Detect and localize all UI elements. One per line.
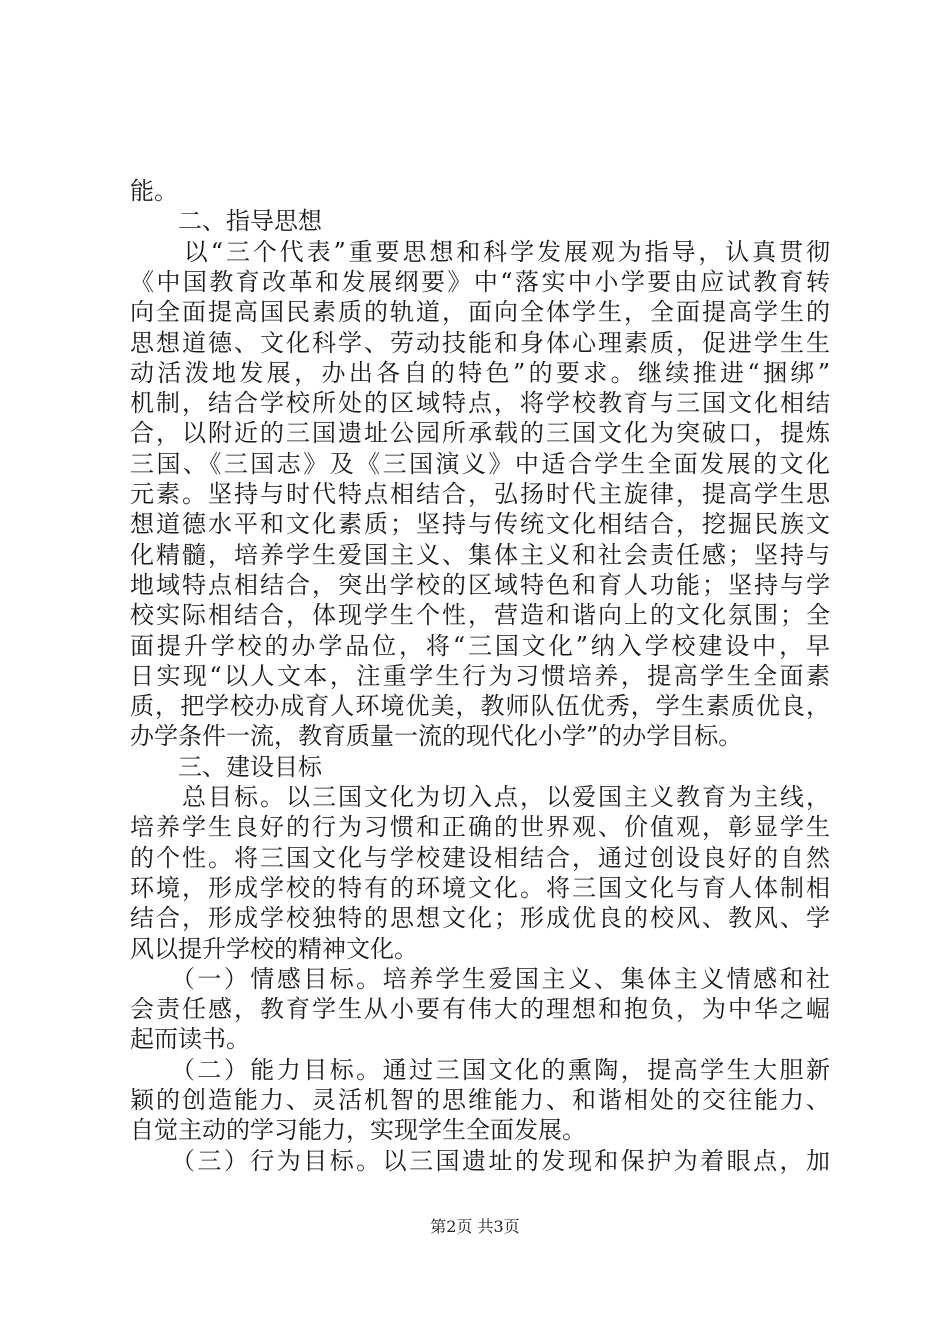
text-line: 日实现“以人文本，注重学生行为习惯培养，提高学生全面素: [130, 662, 830, 690]
section-heading: 二、指导思想: [130, 207, 322, 235]
text-line: 的个性。将三国文化与学校建设相结合，通过创设良好的自然: [130, 844, 830, 872]
text-line: 合，以附近的三国遗址公园所承载的三国文化为突破口，提炼: [130, 419, 830, 447]
text-line: 自觉主动的学习能力，实现学生全面发展。: [130, 1116, 586, 1144]
text-line: 面提升学校的办学品位，将“三国文化”纳入学校建设中，早: [130, 632, 830, 660]
text-line: 会责任感，教育学生从小要有伟大的理想和抱负，为中华之崛: [130, 995, 830, 1023]
text-line: 机制，结合学校所处的区域特点，将学校教育与三国文化相结: [130, 389, 830, 417]
text-line: 地域特点相结合，突出学校的区域特色和育人功能；坚持与学: [130, 571, 830, 599]
text-line: （一）情感目标。培养学生爱国主义、集体主义情感和社: [130, 965, 830, 993]
text-line: 校实际相结合，体现学生个性，营造和谐向上的文化氛围；全: [130, 601, 830, 629]
text-line: 颖的创造能力、灵活机智的思维能力、和谐相处的交往能力、: [130, 1086, 830, 1114]
text-line: 质，把学校办成育人环境优美，教师队伍优秀，学生素质优良，: [130, 692, 830, 720]
text-line: 化精髓，培养学生爱国主义、集体主义和社会责任感；坚持与: [130, 541, 830, 569]
text-line: 向全面提高国民素质的轨道，面向全体学生，全面提高学生的: [130, 298, 830, 326]
text-line: 以“三个代表”重要思想和科学发展观为指导，认真贯彻: [130, 238, 830, 266]
text-line: 总目标。以三国文化为切入点，以爱国主义教育为主线，: [130, 783, 830, 811]
text-line: （三）行为目标。以三国遗址的发现和保护为着眼点，加: [130, 1147, 830, 1175]
text-line: 思想道德、文化科学、劳动技能和身体心理素质，促进学生生: [130, 329, 830, 357]
text-line: 培养学生良好的行为习惯和正确的世界观、价值观，彰显学生: [130, 813, 830, 841]
text-line: 能。: [130, 177, 178, 205]
text-line: 《中国教育改革和发展纲要》中“落实中小学要由应试教育转: [130, 268, 830, 296]
text-line: 风以提升学校的精神文化。: [130, 935, 418, 963]
text-line: 想道德水平和文化素质；坚持与传统文化相结合，挖掘民族文: [130, 510, 830, 538]
section-heading: 三、建设目标: [130, 753, 322, 781]
text-line: 结合，形成学校独特的思想文化；形成优良的校风、教风、学: [130, 904, 830, 932]
text-line: 起而读书。: [130, 1025, 250, 1053]
text-line: 办学条件一流，教育质量一流的现代化小学”的办学目标。: [130, 722, 743, 750]
text-line: （二）能力目标。通过三国文化的熏陶，提高学生大胆新: [130, 1056, 830, 1084]
text-line: 环境，形成学校的特有的环境文化。将三国文化与育人体制相: [130, 874, 830, 902]
page-number-footer: 第2页 共3页: [430, 1217, 520, 1236]
text-line: 元素。坚持与时代特点相结合，弘扬时代主旋律，提高学生思: [130, 480, 830, 508]
text-line: 三国、《三国志》及《三国演义》中适合学生全面发展的文化: [130, 450, 830, 478]
text-line: 动活泼地发展，办出各自的特色”的要求。继续推进“捆绑”: [130, 359, 830, 387]
